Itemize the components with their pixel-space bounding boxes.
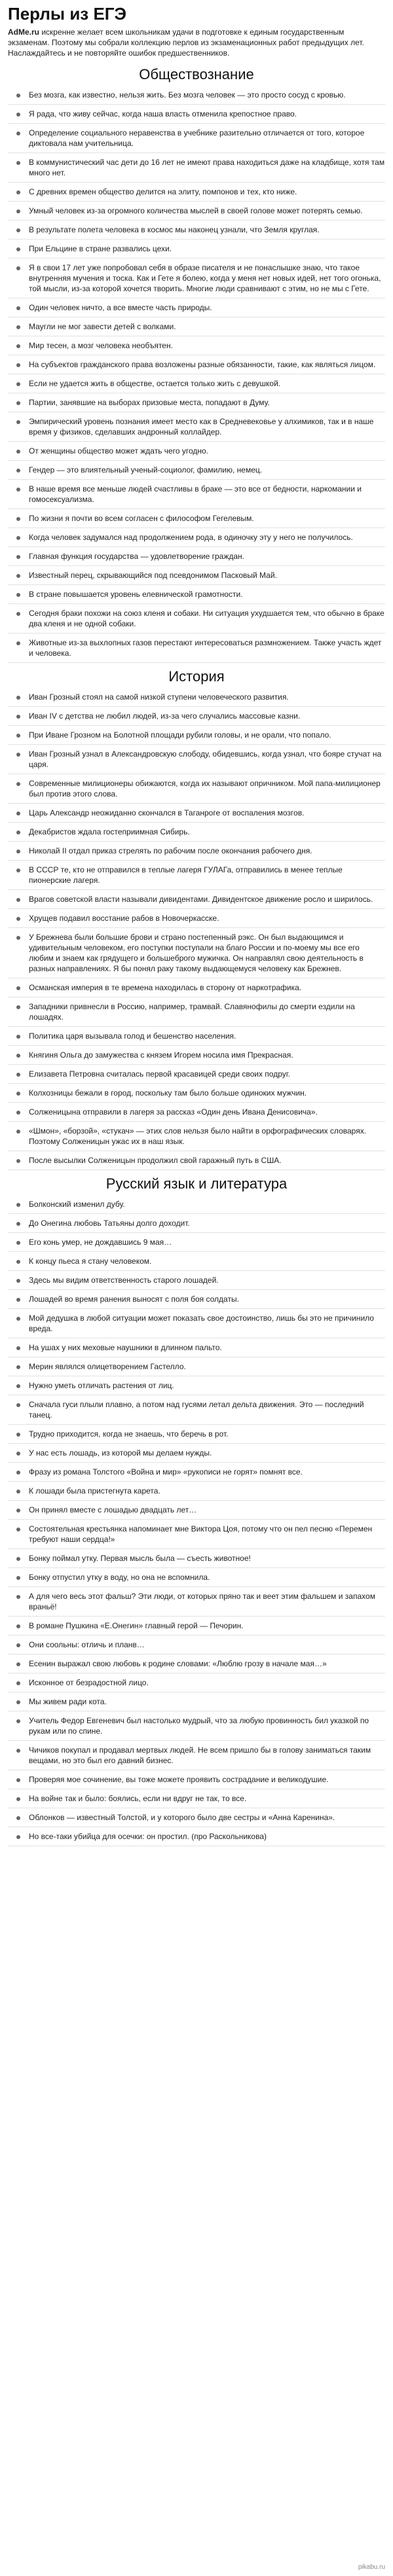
quote-item: На субъектов гражданского права возложены разные обязанности, такие, как являться лицом. <box>8 355 385 374</box>
quote-item: Трудно приходится, когда не знаешь, что беречь в рот. <box>8 1425 385 1444</box>
quote-item: К лошади была пристегнута карета. <box>8 1482 385 1501</box>
quote-item: Облонков — известный Толстой, и у которого было две сестры и «Анна Каренина». <box>8 1808 385 1827</box>
quote-item: Солженицына отправили в лагеря за рассказ «Один день Ивана Денисовича». <box>8 1103 385 1122</box>
quote-item: Исконное от безрадостной лицо. <box>8 1673 385 1692</box>
quote-item: «Шмон», «борзой», «стукач» — этих слов нельзя было найти в орфографических словарях. Поэтому Солженицын ужас их в наш язык. <box>8 1122 385 1151</box>
section-title: История <box>168 668 225 685</box>
quote-item: Мир тесен, а мозг человека необъятен. <box>8 336 385 355</box>
quote-item: Я рада, что живу сейчас, когда наша власть отменила крепостное право. <box>8 105 385 124</box>
quote-item: До Онегина любовь Татьяны долго доходит. <box>8 1214 385 1233</box>
quote-item: С древних времен общество делится на элиту, помпонов и тех, кто ниже. <box>8 183 385 202</box>
quote-item: Врагов советской власти называли дивидентами. Дивидентское движение росло и ширилось. <box>8 890 385 909</box>
quote-item: Один человек ничто, а все вместе часть природы. <box>8 298 385 317</box>
quote-item: В СССР те, кто не отправился в теплые лагеря ГУЛАГа, отправились в менее теплые пионерские лагеря. <box>8 861 385 890</box>
quote-item: Мерин являлся олицетворением Гастелло. <box>8 1357 385 1376</box>
quote-item: Учитель Федор Евгеневич был настолько мудрый, что за любую провинность бил указкой по рукам или по спине. <box>8 1711 385 1741</box>
quote-item: Мы живем ради кота. <box>8 1692 385 1711</box>
quote-item: Я в свои 17 лет уже попробовал себя в образе писателя и не понаслышке знаю, что такое внутренняя мучения и тоска. Как и Гете я болею, когда у меня нет новых идей, нет того огонька, той мысли, из-за которой хочется творить. Многие люди сравнивают с этим, но не мы с Гете. <box>8 259 385 298</box>
quote-item: Бонку отпустил утку в воду, но она не вспомнила. <box>8 1568 385 1587</box>
quote-item: Мой дедушка в любой ситуации может показать свое достоинство, лишь бы это не причинило вреда. <box>8 1309 385 1338</box>
quote-item: У нас есть лошадь, из которой мы делаем нужды. <box>8 1444 385 1463</box>
quote-item: Княгиня Ольга до замужества с князем Игорем носила имя Прекрасная. <box>8 1046 385 1065</box>
quote-list <box>0 1195 393 1846</box>
quote-item: Николай II отдал приказ стрелять по рабочим после окончания рабочего дня. <box>8 842 385 861</box>
quote-item: Известный перец, скрывающийся под псевдонимом Пасковый Май. <box>8 566 385 585</box>
quote-item: Нужно уметь отличать растения от лиц. <box>8 1376 385 1395</box>
quote-list <box>0 688 393 1170</box>
quote-item: Колхозницы бежали в город, поскольку там было больше одиноких мужчин. <box>8 1084 385 1103</box>
quote-item: Сначала гуси плыли плавно, а потом над гусями летал дельта движения. Это — последний танец. <box>8 1395 385 1425</box>
section-title: Обществознание <box>139 66 254 82</box>
quote-item: От женщины общество может ждать чего угодно. <box>8 442 385 461</box>
quote-item: Они соольны: отличь и планв… <box>8 1636 385 1655</box>
quote-item: Современные милиционеры обижаются, когда их называют опричником. Мой папа-милиционер был против этого слова. <box>8 774 385 804</box>
quote-item: Елизавета Петровна считалась первой красавицей среди своих подруг. <box>8 1065 385 1084</box>
footer-source: pikabu.ru <box>358 2564 385 2571</box>
quote-item: Эмпирический уровень познания имеет место как в Средневековье у алхимиков, так и в наше время у физиков, сделавших андронный коллайдер. <box>8 412 385 442</box>
quote-item: Иван IV с детства не любил людей, из-за чего случались массовые казни. <box>8 707 385 726</box>
quote-item: Но все-таки убийца для осечки: он простил. (про Раскольникова) <box>8 1827 385 1846</box>
page-title: Перлы из ЕГЭ <box>8 4 127 24</box>
quote-item: Западники привнесли в Россию, например, трамвай. Славянофилы до смерти ездили на лошадях. <box>8 997 385 1027</box>
intro-text: искренне желает всем школьникам удачи в подготовке к единым государственным экзаменам. Поэтому мы собрали коллекцию перлов из экзаменационных работ предыдущих лет. Наслаждайтесь и не повторяйте ошибок предшественников. <box>8 27 364 58</box>
quote-item: Болконский изменил дубу. <box>8 1195 385 1214</box>
quote-item: Главная функция государства — удовлетворение граждан. <box>8 547 385 566</box>
quote-item: Партии, занявшие на выборах призовые места, попадают в Думу. <box>8 393 385 412</box>
quote-item: Без мозга, как известно, нельзя жить. Без мозга человек — это просто сосуд с кровью. <box>8 86 385 105</box>
quote-item: В наше время все меньше людей счастливы в браке — это все от бедности, наркомании и гомосексуализма. <box>8 480 385 509</box>
quote-item: Декабристов ждала гостеприимная Сибирь. <box>8 823 385 842</box>
quote-item: Лошадей во время ранения выносят с поля боя солдаты. <box>8 1290 385 1309</box>
quote-item: Если не удается жить в обществе, остается только жить с девушкой. <box>8 374 385 393</box>
quote-item: Иван Грозный стоял на самой низкой ступени человеческого развития. <box>8 688 385 707</box>
sections <box>0 66 393 1846</box>
quote-item: Он принял вместе с лошадью двадцать лет… <box>8 1501 385 1520</box>
intro-brand[interactable]: AdMe.ru <box>8 27 39 37</box>
quote-item: Чичиков покупал и продавал мертвых людей. Не всем пришло бы в голову заниматься таким вещами, но это был его давний бизнес. <box>8 1741 385 1770</box>
quote-item: Его конь умер, не дождавшись 9 мая… <box>8 1233 385 1252</box>
quote-item: У Брежнева были большие брови и страно постепенный рэкс. Он был выдающимся и удивительным человеком, его поступки поступали на благо России и по-моему мы все его любим и знаем как грядущего и большеброго мужичка. Он направлял свою деятельность в разных направлениях. Я бы понял раку такому выдающемуся человеку как Брежнев. <box>8 928 385 978</box>
quote-item: Хрущев подавил восстание рабов в Новочеркасске. <box>8 909 385 928</box>
quote-item: По жизни я почти во всем согласен с философом Гегелевым. <box>8 509 385 528</box>
quote-item: Бонку поймал утку. Первая мысль была — съесть животное! <box>8 1549 385 1568</box>
quote-item: На войне так и было: боялись, если ни вдруг не так, то все. <box>8 1789 385 1808</box>
quote-item: На ушах у них меховые наушники в длинном пальто. <box>8 1338 385 1357</box>
quote-item: Маугли не мог завести детей с волками. <box>8 317 385 336</box>
quote-item: Сегодня браки похожи на союз кленя и собаки. Ни ситуация ухудшается тем, что обычно в браке два кленя и не одной собаки. <box>8 604 385 634</box>
quote-item: При Ельцине в стране развались цехи. <box>8 240 385 259</box>
quote-item: В романе Пушкина «Е.Онегин» главный герой — Печорин. <box>8 1617 385 1636</box>
quote-item: В стране повышается уровень елевнической грамотности. <box>8 585 385 604</box>
section-title: Русский язык и литература <box>105 1175 288 1192</box>
intro-paragraph <box>0 27 393 61</box>
quote-item: Состоятельная крестьянка напоминает мне Виктора Цоя, потому что он пел песню «Перемен требуют наши сердца!» <box>8 1520 385 1549</box>
quote-item: В результате полета человека в космос мы наконец узнали, что Земля круглая. <box>8 221 385 240</box>
quote-item: А для чего весь этот фальш? Эти люди, от которых пряно так и веет этим фальшем и запахом враньё! <box>8 1587 385 1617</box>
quote-item: Фразу из романа Толстого «Война и мир» «рукописи не горят» помнят все. <box>8 1463 385 1482</box>
quote-item: Царь Александр неожиданно скончался в Таганроге от воспаления мозгов. <box>8 804 385 823</box>
quote-item: В коммунистический час дети до 16 лет не имеют права находиться даже на кладбище, хотя там много нет. <box>8 153 385 183</box>
quote-item: Животные из-за выхлопных газов перестают интересоваться размножением. Также участь ждет и человека. <box>8 634 385 663</box>
quote-item: Есенин выражал свою любовь к родине словами: «Люблю грозу в начале мая…» <box>8 1655 385 1673</box>
quote-item: Проверяя мое сочинение, вы тоже можете проявить сострадание и великодушие. <box>8 1770 385 1789</box>
quote-item: Определение социального неравенства в учебнике разительно отличается от того, которое диктовала нам учительница. <box>8 124 385 153</box>
quote-item: После высылки Солженицын продолжил свой гаражный путь в США. <box>8 1151 385 1170</box>
quote-item: При Иване Грозном на Болотной площади рубили головы, и не орали, что попало. <box>8 726 385 745</box>
quote-item: Политика царя вызывала голод и бешенство населения. <box>8 1027 385 1046</box>
quote-item: Османская империя в те времена находилась в сторону от наркотрафика. <box>8 978 385 997</box>
quote-item: Гендер — это влиятельный ученый-социолог, фамилию, немец. <box>8 461 385 480</box>
quote-item: Иван Грозный узнал в Александровскую слободу, обидевшись, когда узнал, что бояре стучат на царя. <box>8 745 385 774</box>
quote-item: К концу пьеса я стану человеком. <box>8 1252 385 1271</box>
quote-list <box>0 86 393 663</box>
quote-item: Умный человек из-за огромного количества мыслей в своей голове может потерять семью. <box>8 202 385 221</box>
quote-item: Когда человек задумался над продолжением рода, в одиночку эту у него не получилось. <box>8 528 385 547</box>
quote-item: Здесь мы видим ответственность старого лошадей. <box>8 1271 385 1290</box>
